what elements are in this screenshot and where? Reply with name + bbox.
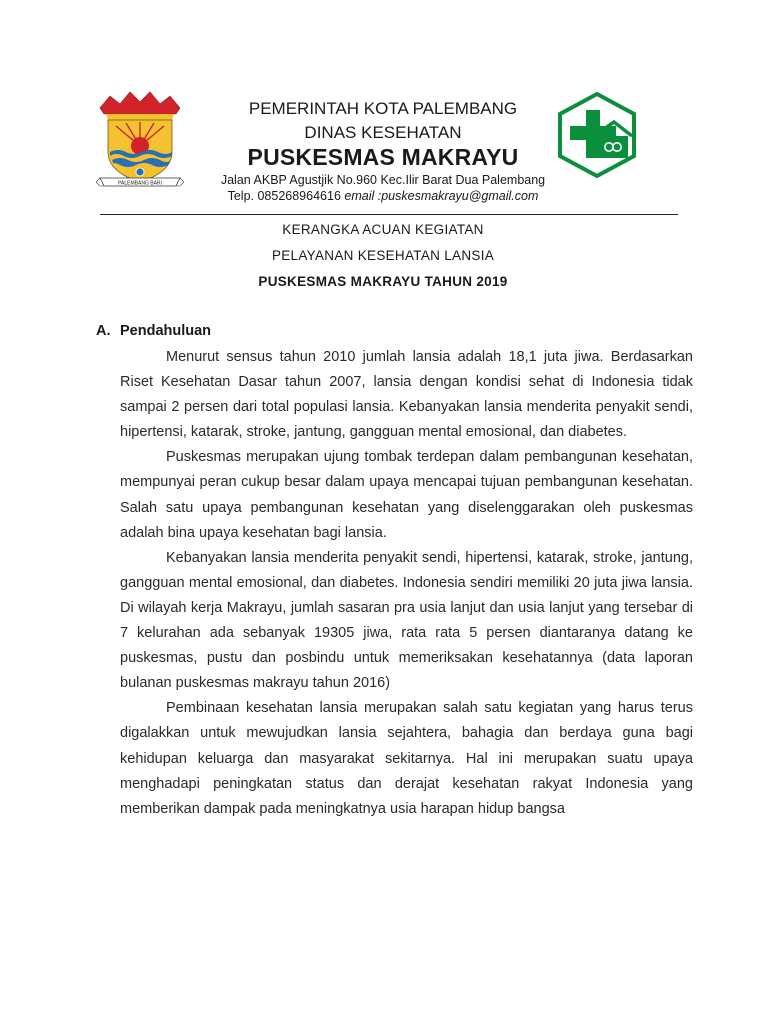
paragraph: Pembinaan kesehatan lansia merupakan salah satu kegiatan yang harus terus digalakkan untuk mewujudkan lansia sejahtera, bahagia dan berdaya guna bagi kehidupan keluarga dan masyarakat sekitarnya. Hal ini merupakan suatu upaya menghadapi peningkatan status dan derajat kesehatan rakyat Indonesia yang memberikan dampak pada meningkatnya usia harapan hidup bangsa (120, 700, 693, 817)
document-title-line-2: PELAYANAN KESEHATAN LANSIA (271, 248, 495, 263)
section-number: A. (96, 323, 111, 339)
section-title: Pendahuluan (120, 323, 212, 339)
paragraph: Menurut sensus tahun 2010 jumlah lansia adalah 18,1 juta jiwa. Berdasarkan Riset Kesehatan Dasar tahun 2007, lansia dengan kondisi sehat di Indonesia tidak sampai 2 persen dari total populasi lansia. Kebanyakan lansia menderita penyakit sendi, hipertensi, katarak, stroke, jantung, gangguan mental emosional, dan diabetes. (120, 349, 693, 441)
letterhead-divider (100, 214, 678, 215)
section-body (120, 345, 693, 822)
letterhead-phone: Telp. 085268964616 (227, 189, 341, 203)
letterhead-email: email :puskesmakrayu@gmail.com (344, 189, 539, 203)
seal-ribbon-text: PALEMBANG BARI (118, 180, 162, 187)
letterhead-contact (190, 189, 576, 203)
document-title-line-1: KERANGKA ACUAN KEGIATAN (282, 222, 484, 237)
letterhead-address: Jalan AKBP Agustjik No.960 Kec.Ilir Barat Dua Palembang (220, 173, 546, 187)
letterhead-government: PEMERINTAH KOTA PALEMBANG (248, 99, 518, 118)
section-heading (96, 323, 211, 339)
health-cross-logo-icon (556, 92, 638, 178)
paragraph: Kebanyakan lansia menderita penyakit sendi, hipertensi, katarak, stroke, jantung, gangguan mental emosional, dan diabetes. Indonesia sendiri memiliki 20 juta jiwa lansia. Di wilayah kerja Makrayu, jumlah sasaran pra usia lanjut dan usia lanjut yang tersebar di 7 kelurahan ada sebanyak 19305 jiwa, rata rata 5 persen diantaranya datang ke puskesmas, pustu dan posbindu untuk memeriksakan kesehatannya (data laporan bulanan puskesmas makrayu tahun 2016) (120, 549, 693, 692)
letterhead-clinic-name: PUSKESMAS MAKRAYU (247, 144, 519, 170)
palembang-city-seal-icon (96, 90, 184, 190)
paragraph: Puskesmas merupakan ujung tombak terdepan dalam pembangunan kesehatan, mempunyai peran cukup besar dalam upaya mencapai tujuan pembangunan kesehatan. Salah satu upaya pembangunan kesehatan yang diselenggarakan oleh puskesmas adalah bina upaya kesehatan bagi lansia. (120, 449, 693, 541)
document-title-line-3: PUSKESMAS MAKRAYU TAHUN 2019 (258, 274, 508, 289)
letterhead-department: DINAS KESEHATAN (304, 123, 462, 142)
